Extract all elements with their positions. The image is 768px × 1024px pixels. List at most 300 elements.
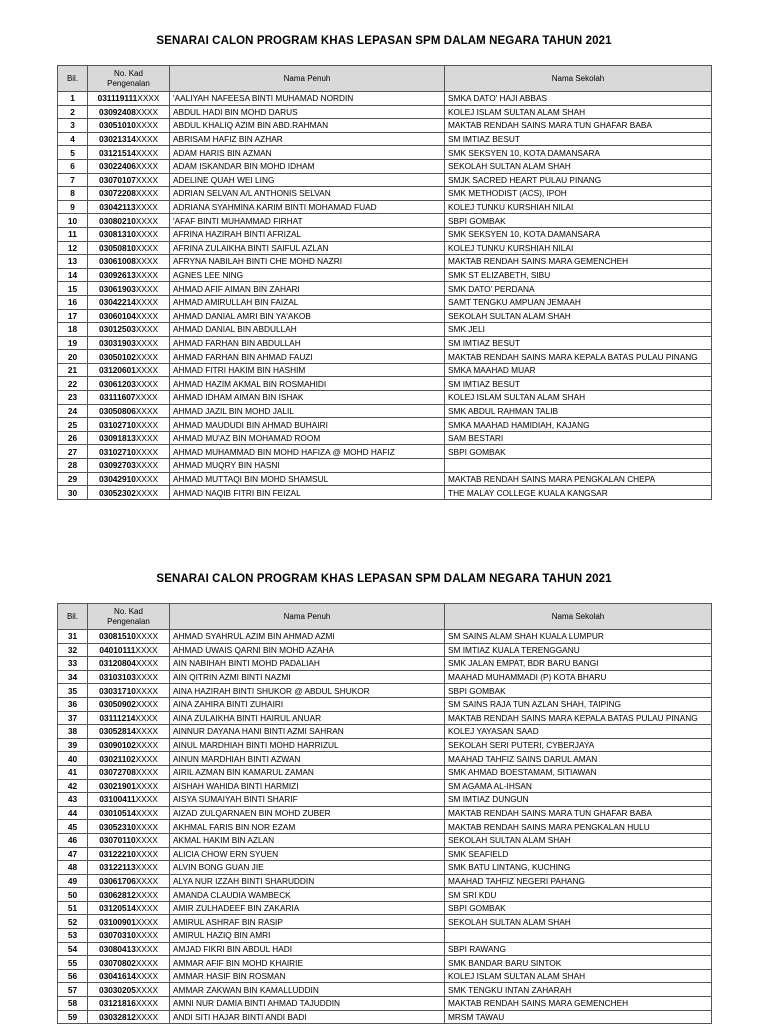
ic-mask: XXXX — [135, 658, 159, 669]
ic-digits: 03092613 — [98, 270, 136, 281]
table-row — [58, 711, 712, 725]
cell-name: AHMAD MUQRY BIN HASNI — [170, 459, 445, 473]
table-row — [58, 765, 712, 779]
cell-bil: 55 — [58, 956, 88, 970]
table-row — [58, 915, 712, 929]
cell-name: AFRINA HAZIRAH BINTI AFRIZAL — [170, 227, 445, 241]
cell-school: SM IMTIAZ BESUT — [445, 377, 712, 391]
cell-school: MAAHAD TAHFIZ NEGERI PAHANG — [445, 874, 712, 888]
ic-mask: XXXX — [135, 808, 159, 819]
ic-mask: XXXX — [135, 378, 159, 389]
table-row — [58, 404, 712, 418]
ic-mask: XXXX — [135, 835, 158, 846]
ic-digits: 03121816 — [98, 998, 136, 1009]
cell-ic — [88, 697, 170, 711]
table-row — [58, 820, 712, 834]
cell-bil: 48 — [58, 861, 88, 875]
ic-mask: XXXX — [135, 405, 159, 416]
ic-mask: XXXX — [135, 365, 159, 376]
ic-mask: XXXX — [135, 351, 159, 362]
cell-school: SM IMTIAZ BESUT — [445, 132, 712, 146]
ic-digits: 03031710 — [98, 685, 136, 696]
cell-name: AHMAD NAQIB FITRI BIN FEIZAL — [170, 486, 445, 500]
cell-name: 'AALIYAH NAFEESA BINTI MUHAMAD NORDIN — [170, 92, 445, 106]
header-name: Nama Penuh — [170, 604, 445, 630]
ic-digits: 03092408 — [98, 106, 136, 117]
cell-bil: 33 — [58, 657, 88, 671]
cell-school: SM SAINS RAJA TUN AZLAN SHAH, TAIPING — [445, 697, 712, 711]
cell-name: AGNES LEE NING — [170, 268, 445, 282]
cell-ic — [88, 214, 170, 228]
cell-bil: 23 — [58, 391, 88, 405]
cell-school: SM AGAMA AL-IHSAN — [445, 779, 712, 793]
cell-bil: 7 — [58, 173, 88, 187]
table-row — [58, 643, 712, 657]
table-row — [58, 391, 712, 405]
table-row — [58, 969, 712, 983]
cell-ic — [88, 630, 170, 644]
ic-digits: 03052814 — [98, 726, 136, 737]
cell-name: AINA ZAHIRA BINTI ZUHAIRI — [170, 697, 445, 711]
table-row — [58, 159, 712, 173]
ic-digits: 03121514 — [98, 147, 136, 158]
ic-digits: 03072708 — [98, 767, 136, 778]
cell-name: AMIR ZULHADEEF BIN ZAKARIA — [170, 901, 445, 915]
ic-digits: 03081510 — [98, 631, 136, 642]
table-row — [58, 833, 712, 847]
cell-ic — [88, 418, 170, 432]
candidate-table — [57, 65, 712, 500]
ic-digits: 03021901 — [98, 780, 136, 791]
cell-name: AMMAR ZAKWAN BIN KAMALLUDDIN — [170, 983, 445, 997]
cell-school: SBPI GOMBAK — [445, 684, 712, 698]
cell-name: ADRIAN SELVAN A/L ANTHONIS SELVAN — [170, 187, 445, 201]
cell-bil: 32 — [58, 643, 88, 657]
cell-school: SM IMTIAZ DUNGUN — [445, 793, 712, 807]
ic-mask: XXXX — [135, 712, 158, 723]
header-bil: Bil. — [58, 66, 88, 92]
cell-school: MAKTAB RENDAH SAINS MARA PENGKALAN CHEPA — [445, 472, 712, 486]
cell-ic — [88, 268, 170, 282]
ic-mask: XXXX — [135, 134, 159, 145]
ic-digits: 03100901 — [98, 916, 136, 927]
cell-name: AMMAR HASIF BIN ROSMAN — [170, 969, 445, 983]
ic-mask: XXXX — [135, 943, 159, 954]
cell-school: SM IMTIAZ KUALA TERENGGANU — [445, 643, 712, 657]
ic-mask: XXXX — [135, 174, 159, 185]
cell-name: AHMAD IDHAM AIMAN BIN ISHAK — [170, 391, 445, 405]
cell-bil: 53 — [58, 929, 88, 943]
cell-name: AISHAH WAHIDA BINTI HARMIZI — [170, 779, 445, 793]
ic-digits: 03052302 — [98, 487, 136, 498]
ic-mask: XXXX — [135, 767, 159, 778]
cell-school: MAKTAB RENDAH SAINS MARA KEPALA BATAS PULAU PINANG — [445, 711, 712, 725]
cell-school: SM SRI KDU — [445, 888, 712, 902]
cell-bil: 13 — [58, 255, 88, 269]
cell-bil: 49 — [58, 874, 88, 888]
cell-bil: 45 — [58, 820, 88, 834]
ic-mask: XXXX — [135, 297, 159, 308]
ic-mask: XXXX — [135, 957, 159, 968]
ic-mask: XXXX — [135, 161, 159, 172]
cell-name: AHMAD MUHAMMAD BIN MOHD HAFIZA @ MOHD HAFIZ — [170, 445, 445, 459]
header-school: Nama Sekolah — [445, 66, 712, 92]
cell-name: AHMAD FITRI HAKIM BIN HASHIM — [170, 363, 445, 377]
cell-ic — [88, 309, 170, 323]
cell-school: SBPI GOMBAK — [445, 214, 712, 228]
ic-mask: XXXX — [135, 916, 159, 927]
ic-mask: XXXX — [135, 780, 159, 791]
ic-digits: 03070110 — [99, 835, 136, 846]
cell-bil: 8 — [58, 187, 88, 201]
table-body — [58, 630, 712, 1024]
ic-digits: 03050810 — [98, 242, 136, 253]
header-bil: Bil. — [58, 604, 88, 630]
cell-ic — [88, 915, 170, 929]
cell-school: MAKTAB RENDAH SAINS MARA TUN GHAFAR BABA — [445, 806, 712, 820]
cell-school: SEKOLAH SERI PUTERI, CYBERJAYA — [445, 738, 712, 752]
table-row — [58, 459, 712, 473]
cell-bil: 15 — [58, 282, 88, 296]
cell-name: AMIRUL ASHRAF BIN RASIP — [170, 915, 445, 929]
header-ic: No. Kad Pengenalan — [88, 66, 170, 92]
table-header-row — [58, 604, 712, 630]
ic-mask: XXXX — [135, 930, 159, 941]
table-row — [58, 929, 712, 943]
ic-mask: XXXX — [135, 392, 158, 403]
table-row — [58, 684, 712, 698]
cell-name: ABRISAM HAFIZ BIN AZHAR — [170, 132, 445, 146]
table-row — [58, 323, 712, 337]
ic-digits: 03061008 — [98, 256, 136, 267]
cell-bil: 50 — [58, 888, 88, 902]
cell-school: MAKTAB RENDAH SAINS MARA GEMENCHEH — [445, 255, 712, 269]
table-row — [58, 630, 712, 644]
table-row — [58, 268, 712, 282]
table-row — [58, 697, 712, 711]
ic-mask: XXXX — [135, 699, 159, 710]
table-row — [58, 657, 712, 671]
cell-bil: 39 — [58, 738, 88, 752]
ic-digits: 03062812 — [98, 889, 136, 900]
cell-school: SMK SEKSYEN 10, KOTA DAMANSARA — [445, 227, 712, 241]
cell-name: AIZAD ZULQARNAEN BIN MOHD ZUBER — [170, 806, 445, 820]
cell-ic — [88, 874, 170, 888]
table-row — [58, 336, 712, 350]
cell-bil: 18 — [58, 323, 88, 337]
ic-mask: XXXX — [135, 120, 159, 131]
table-row — [58, 1010, 712, 1024]
ic-digits: 03070107 — [98, 174, 136, 185]
cell-school: SMK DATO' PERDANA — [445, 282, 712, 296]
ic-digits: 03102710 — [98, 446, 136, 457]
cell-bil: 37 — [58, 711, 88, 725]
cell-ic — [88, 806, 170, 820]
cell-bil: 43 — [58, 793, 88, 807]
table-row — [58, 942, 712, 956]
cell-school: SAMT TENGKU AMPUAN JEMAAH — [445, 295, 712, 309]
cell-bil: 44 — [58, 806, 88, 820]
cell-name: AIN NABIHAH BINTI MOHD PADALIAH — [170, 657, 445, 671]
cell-ic — [88, 295, 170, 309]
ic-digits: 03111214 — [99, 712, 136, 723]
cell-school: SBPI RAWANG — [445, 942, 712, 956]
cell-name: AINNUR DAYANA HANI BINTI AZMI SAHRAN — [170, 725, 445, 739]
table-row — [58, 363, 712, 377]
ic-mask: XXXX — [135, 672, 159, 683]
ic-mask: XXXX — [135, 998, 159, 1009]
cell-school: SMK METHODIST (ACS), IPOH — [445, 187, 712, 201]
ic-mask: XXXX — [135, 242, 159, 253]
cell-bil: 51 — [58, 901, 88, 915]
ic-mask: XXXX — [135, 631, 159, 642]
table-row — [58, 282, 712, 296]
cell-ic — [88, 431, 170, 445]
table-row — [58, 431, 712, 445]
cell-bil: 56 — [58, 969, 88, 983]
cell-name: ALICIA CHOW ERN SYUEN — [170, 847, 445, 861]
ic-mask: XXXX — [135, 460, 159, 471]
ic-digits: 03061203 — [98, 378, 136, 389]
cell-name: AINUL MARDHIAH BINTI MOHD HARRIZUL — [170, 738, 445, 752]
cell-school: MAKTAB RENDAH SAINS MARA KEPALA BATAS PULAU PINANG — [445, 350, 712, 364]
ic-mask: XXXX — [135, 310, 159, 321]
ic-digits: 03122113 — [99, 862, 136, 873]
table-row — [58, 105, 712, 119]
cell-name: AHMAD SYAHRUL AZIM BIN AHMAD AZMI — [170, 630, 445, 644]
cell-ic — [88, 643, 170, 657]
cell-school: MAAHAD MUHAMMADI (P) KOTA BHARU — [445, 670, 712, 684]
cell-ic — [88, 200, 170, 214]
cell-name: AFRINA ZULAIKHA BINTI SAIFUL AZLAN — [170, 241, 445, 255]
cell-name: AHMAD DANIAL BIN ABDULLAH — [170, 323, 445, 337]
table-row — [58, 752, 712, 766]
cell-school: MAKTAB RENDAH SAINS MARA TUN GHAFAR BABA — [445, 119, 712, 133]
ic-digits: 03102710 — [98, 419, 136, 430]
ic-mask: XXXX — [135, 215, 159, 226]
ic-digits: 03103103 — [98, 672, 136, 683]
header-school: Nama Sekolah — [445, 604, 712, 630]
cell-ic — [88, 282, 170, 296]
cell-bil: 41 — [58, 765, 88, 779]
ic-mask: XXXX — [135, 229, 159, 240]
table-header-row — [58, 66, 712, 92]
cell-bil: 11 — [58, 227, 88, 241]
cell-ic — [88, 159, 170, 173]
cell-bil: 1 — [58, 92, 88, 106]
ic-digits: 03080413 — [98, 943, 136, 954]
cell-name: AKMAL HAKIM BIN AZLAN — [170, 833, 445, 847]
cell-name: AINUN MARDHIAH BINTI AZWAN — [170, 752, 445, 766]
cell-ic — [88, 132, 170, 146]
cell-ic — [88, 901, 170, 915]
table-row — [58, 725, 712, 739]
cell-school: SMK ST ELIZABETH, SIBU — [445, 268, 712, 282]
cell-bil: 54 — [58, 942, 88, 956]
cell-bil: 27 — [58, 445, 88, 459]
cell-ic — [88, 833, 170, 847]
table-row — [58, 738, 712, 752]
cell-bil: 20 — [58, 350, 88, 364]
cell-name: AHMAD UWAIS QARNI BIN MOHD AZAHA — [170, 643, 445, 657]
table-row — [58, 132, 712, 146]
cell-bil: 14 — [58, 268, 88, 282]
table-row — [58, 486, 712, 500]
ic-mask: XXXX — [135, 270, 159, 281]
ic-digits: 03080210 — [98, 215, 136, 226]
ic-digits: 03051010 — [98, 120, 136, 131]
table-row — [58, 997, 712, 1011]
ic-digits: 03100411 — [99, 794, 136, 805]
cell-school: SMK AHMAD BOESTAMAM, SITIAWAN — [445, 765, 712, 779]
cell-name: AHMAD FARHAN BIN AHMAD FAUZI — [170, 350, 445, 364]
ic-mask: XXXX — [135, 903, 159, 914]
cell-ic — [88, 227, 170, 241]
ic-digits: 03041614 — [98, 971, 136, 982]
table-row — [58, 241, 712, 255]
cell-bil: 5 — [58, 146, 88, 160]
cell-name: AHMAD MUTTAQI BIN MOHD SHAMSUL — [170, 472, 445, 486]
table-row — [58, 377, 712, 391]
cell-ic — [88, 752, 170, 766]
cell-school: SEKOLAH SULTAN ALAM SHAH — [445, 915, 712, 929]
ic-digits: 03021314 — [98, 134, 136, 145]
cell-school: SMK JELI — [445, 323, 712, 337]
table-row — [58, 956, 712, 970]
cell-ic — [88, 363, 170, 377]
table-body — [58, 92, 712, 500]
ic-digits: 04010111 — [99, 644, 136, 655]
cell-school: SMK BANDAR BARU SINTOK — [445, 956, 712, 970]
cell-name: AHMAD AMIRULLAH BIN FAIZAL — [170, 295, 445, 309]
ic-digits: 03050902 — [98, 699, 136, 710]
cell-name: AHMAD FARHAN BIN ABDULLAH — [170, 336, 445, 350]
cell-school: MAKTAB RENDAH SAINS MARA GEMENCHEH — [445, 997, 712, 1011]
cell-school: MAAHAD TAHFIZ SAINS DARUL AMAN — [445, 752, 712, 766]
cell-ic — [88, 187, 170, 201]
cell-name: AMMAR AFIF BIN MOHD KHAIRIE — [170, 956, 445, 970]
cell-bil: 2 — [58, 105, 88, 119]
cell-bil: 12 — [58, 241, 88, 255]
cell-school: SEKOLAH SULTAN ALAM SHAH — [445, 833, 712, 847]
ic-digits: 03061903 — [98, 283, 136, 294]
ic-mask: XXXX — [135, 433, 159, 444]
cell-bil: 57 — [58, 983, 88, 997]
cell-name: ADELINE QUAH WEI LING — [170, 173, 445, 187]
cell-ic — [88, 942, 170, 956]
cell-school: SMJK SACRED HEART PULAU PINANG — [445, 173, 712, 187]
cell-ic — [88, 336, 170, 350]
ic-digits: 03050102 — [98, 351, 136, 362]
ic-digits: 03010514 — [98, 808, 136, 819]
ic-mask: XXXX — [135, 984, 159, 995]
cell-ic — [88, 861, 170, 875]
ic-digits: 03081310 — [98, 229, 136, 240]
cell-name: ADRIANA SYAHMINA KARIM BINTI MOHAMAD FUAD — [170, 200, 445, 214]
table-row — [58, 901, 712, 915]
cell-ic — [88, 738, 170, 752]
cell-name: AHMAD MU'AZ BIN MOHAMAD ROOM — [170, 431, 445, 445]
cell-name: ABDUL HADI BIN MOHD DARUS — [170, 105, 445, 119]
cell-school: KOLEJ ISLAM SULTAN ALAM SHAH — [445, 969, 712, 983]
table-row — [58, 295, 712, 309]
table-row — [58, 309, 712, 323]
ic-mask: XXXX — [135, 821, 159, 832]
table-row — [58, 472, 712, 486]
table-row — [58, 173, 712, 187]
cell-name: AMIRUL HAZIQ BIN AMRI — [170, 929, 445, 943]
table-row — [58, 779, 712, 793]
cell-ic — [88, 404, 170, 418]
ic-digits: 03092703 — [98, 460, 136, 471]
cell-name: 'AFAF BINTI MUHAMMAD FIRHAT — [170, 214, 445, 228]
ic-mask: XXXX — [135, 188, 159, 199]
cell-bil: 40 — [58, 752, 88, 766]
ic-mask: XXXX — [135, 147, 159, 158]
ic-digits: 03072208 — [98, 188, 136, 199]
cell-name: AHMAD MAUDUDI BIN AHMAD BUHAIRI — [170, 418, 445, 432]
cell-ic — [88, 670, 170, 684]
ic-mask: XXXX — [135, 848, 159, 859]
cell-bil: 24 — [58, 404, 88, 418]
cell-ic — [88, 350, 170, 364]
cell-school: SMKA MAAHAD MUAR — [445, 363, 712, 377]
cell-name: AHMAD DANIAL AMRI BIN YA'AKOB — [170, 309, 445, 323]
ic-mask: XXXX — [135, 324, 159, 335]
cell-ic — [88, 779, 170, 793]
cell-school: SM SAINS ALAM SHAH KUALA LUMPUR — [445, 630, 712, 644]
cell-ic — [88, 241, 170, 255]
ic-digits: 03070310 — [98, 930, 136, 941]
cell-school: THE MALAY COLLEGE KUALA KANGSAR — [445, 486, 712, 500]
cell-school: MRSM TAWAU — [445, 1010, 712, 1024]
cell-school: KOLEJ TUNKU KURSHIAH NILAI — [445, 200, 712, 214]
ic-mask: XXXX — [135, 889, 159, 900]
cell-school: SMK SEAFIELD — [445, 847, 712, 861]
cell-school: KOLEJ ISLAM SULTAN ALAM SHAH — [445, 105, 712, 119]
ic-digits: 03021102 — [99, 753, 136, 764]
table-row — [58, 861, 712, 875]
cell-school: KOLEJ ISLAM SULTAN ALAM SHAH — [445, 391, 712, 405]
cell-bil: 26 — [58, 431, 88, 445]
ic-digits: 03052310 — [98, 821, 136, 832]
table-row — [58, 983, 712, 997]
cell-name: AINA HAZIRAH BINTI SHUKOR @ ABDUL SHUKOR — [170, 684, 445, 698]
cell-school: SEKOLAH SULTAN ALAM SHAH — [445, 309, 712, 323]
cell-bil: 17 — [58, 309, 88, 323]
cell-bil: 30 — [58, 486, 88, 500]
cell-ic — [88, 847, 170, 861]
ic-mask: XXXX — [135, 685, 159, 696]
cell-school: SMK SEKSYEN 10, KOTA DAMANSARA — [445, 146, 712, 160]
cell-school: SM IMTIAZ BESUT — [445, 336, 712, 350]
ic-digits: 03030205 — [98, 984, 136, 995]
ic-digits: 03060104 — [98, 310, 136, 321]
ic-digits: 03090102 — [98, 740, 136, 751]
ic-mask: XXXX — [135, 419, 159, 430]
cell-school — [445, 929, 712, 943]
cell-bil: 22 — [58, 377, 88, 391]
cell-bil: 42 — [58, 779, 88, 793]
cell-ic — [88, 146, 170, 160]
cell-ic — [88, 711, 170, 725]
cell-name: AHMAD JAZIL BIN MOHD JALIL — [170, 404, 445, 418]
cell-bil: 21 — [58, 363, 88, 377]
cell-ic — [88, 725, 170, 739]
cell-name: ANDI SITI HAJAR BINTI ANDI BADI — [170, 1010, 445, 1024]
cell-school: SBPI GOMBAK — [445, 901, 712, 915]
cell-ic — [88, 969, 170, 983]
